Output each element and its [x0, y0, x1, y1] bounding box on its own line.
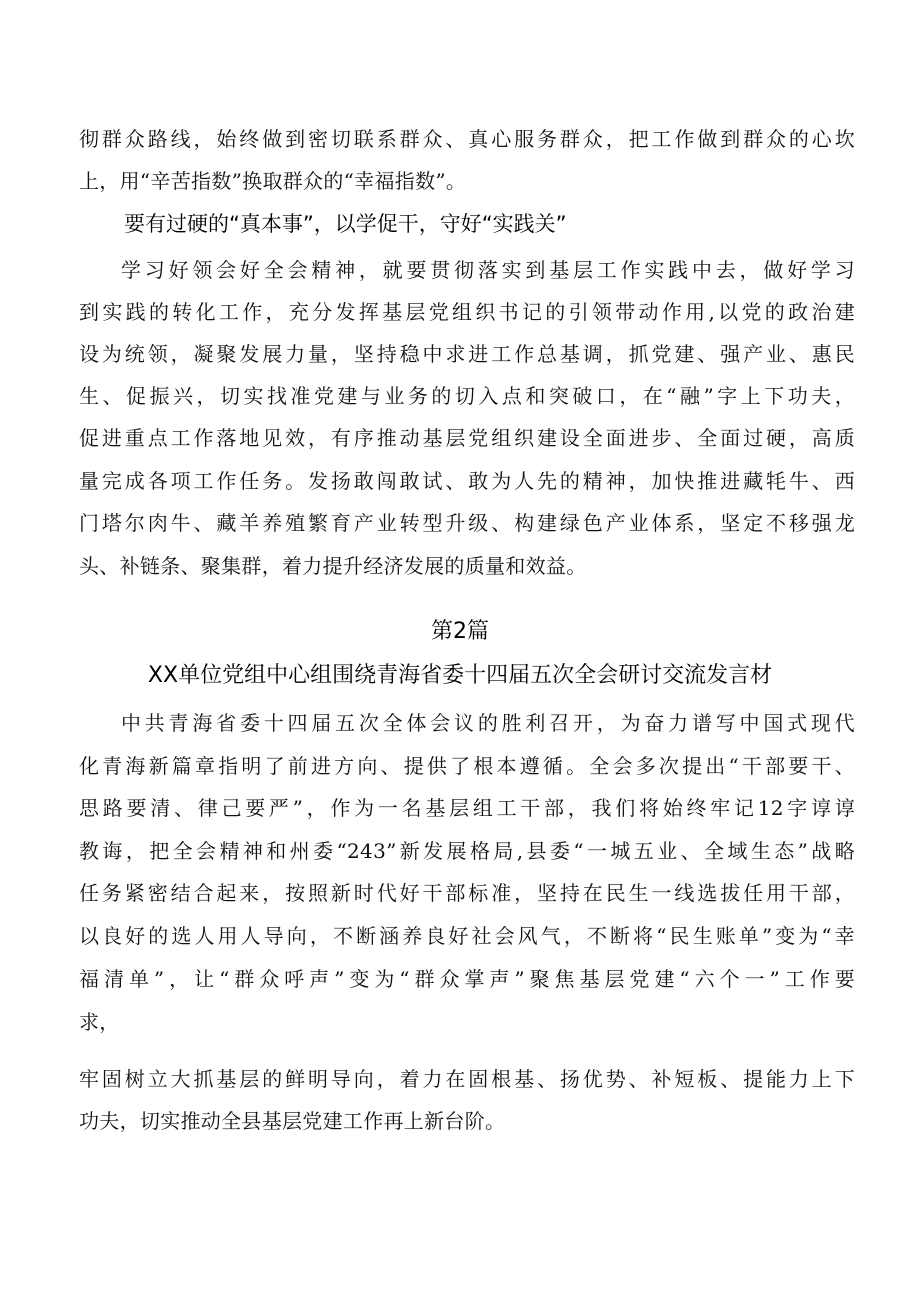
body-line: 促进重点工作落地见效，有序推动基层党组织建设全面进步、全面过硬，高质: [79, 426, 855, 450]
body-line: 任务紧密结合起来，按照新时代好干部标准，坚持在民生一线选拔任用干部，: [79, 881, 855, 905]
body-line: 求，: [79, 1010, 120, 1034]
body-line: 设为统领，凝聚发展力量，坚持稳中求进工作总基调，抓党建、强产业、惠民: [79, 342, 855, 366]
body-line: 以良好的选人用人导向，不断涵养良好社会风气，不断将“民生账单”变为“幸: [79, 924, 855, 948]
body-line: 头、补链条、聚集群，着力提升经济发展的质量和效益。: [79, 554, 587, 578]
body-line: 彻群众路线，始终做到密切联系群众、真心服务群众，把工作做到群众的心坎: [79, 127, 855, 151]
section-heading: 要有过硬的“真本事”，以学促干，守好“实践关”: [124, 212, 567, 236]
body-line: 思路要清、律己要严”，作为一名基层组工干部，我们将始终牢记12字谆谆: [79, 796, 855, 820]
body-line: 量完成各项工作任务。发扬敢闯敢试、敢为人先的精神，加快推进藏牦牛、西: [79, 469, 855, 493]
body-line: 化青海新篇章指明了前进方向、提供了根本遵循。全会多次提出“干部要干、: [79, 754, 855, 778]
body-line: 生、促振兴，切实找准党建与业务的切入点和突破口，在“融”字上下功夫，: [79, 384, 855, 408]
body-line: 上，用“辛苦指数”换取群众的“幸福指数”。: [79, 169, 467, 193]
body-line: 功夫，切实推动全县基层党建工作再上新台阶。: [79, 1109, 506, 1133]
body-line: 教诲，把全会精神和州委“243”新发展格局,县委“一城五业、全域生态”战略: [79, 839, 855, 863]
paragraph-first-line: 中共青海省委十四届五次全体会议的胜利召开，为奋力谱写中国式现代: [121, 711, 855, 735]
body-line: 牢固树立大抓基层的鲜明导向，着力在固根基、扬优势、补短板、提能力上下: [79, 1067, 855, 1091]
body-line: 福清单”，让“群众呼声”变为“群众掌声”聚焦基层党建“六个一”工作要: [79, 967, 855, 991]
body-line: 到实践的转化工作，充分发挥基层党组织书记的引领带动作用,以党的政治建: [79, 300, 855, 324]
body-line: 门塔尔肉牛、藏羊养殖繁育产业转型升级、构建绿色产业体系，坚定不移强龙: [79, 511, 855, 535]
article-title: XX单位党组中心组围绕青海省委十四届五次全会研讨交流发言材: [147, 663, 773, 688]
chapter-label: 第2篇: [431, 619, 489, 644]
paragraph-first-line: 学习好领会好全会精神，就要贯彻落实到基层工作实践中去，做好学习: [121, 258, 855, 282]
